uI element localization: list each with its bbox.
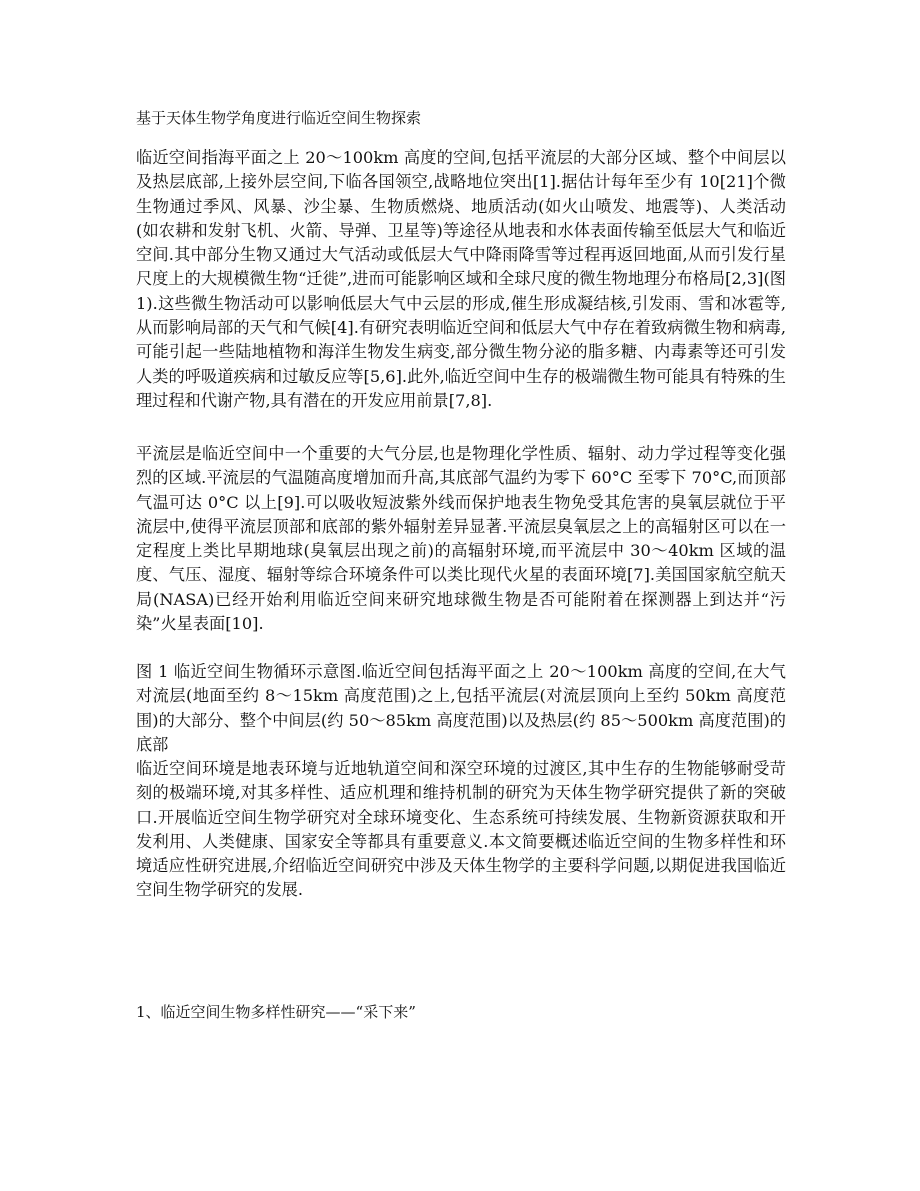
document-title: 基于天体生物学角度进行临近空间生物探索 <box>136 109 422 127</box>
paragraph-near-space-intro: 临近空间指海平面之上 20～100km 高度的空间,包括平流层的大部分区域、整个中间层以及热层底部,上接外层空间,下临各国领空,战略地位突出[1].据估计每年至少有 10[21]个微生物通过季风、风暴、沙尘暴、生物质燃烧、地质活动(如火山喷发、地震等)、人类活动(如农耕和发射飞机、火箭、导弹、卫星等)等途径从地表和水体表面传输至低层大气和临近空间.其中部分生物又通过大气活动或低层大气中降雨降雪等过程再返回地面,从而引发行星尺度上的大规模微生物“迁徙”,进而可能影响区域和全球尺度的微生物地理分布格局[2,3](图 1).这些微生物活动可以影响低层大气中云层的形成,催生形成凝结核,引发雨、雪和冰雹等,从而影响局部的天气和气候[4].有研究表明临近空间和低层大气中存在着致病微生物和病毒,可能引起一些陆地植物和海洋生物发生病变,部分微生物分泌的脂多糖、内毒素等还可引发人类的呼吸道疾病和过敏反应等[5,6].此外,临近空间中生存的极端微生物可能具有特殊的生理过程和代谢产物,具有潜在的开发应用前景[7,8]. <box>136 148 786 410</box>
paragraph-stratosphere: 平流层是临近空间中一个重要的大气分层,也是物理化学性质、辐射、动力学过程等变化强烈的区域.平流层的气温随高度增加而升高,其底部气温约为零下 60°C 至零下 70°C,而顶部气温可达 0°C 以上[9].可以吸收短波紫外线而保护地表生物免受其危害的臭氧层就位于平流层中,使得平流层顶部和底部的紫外辐射差异显著.平流层臭氧层之上的高辐射区可以在一定程度上类比早期地球(臭氧层出现之前)的高辐射环境,而平流层中 30～40km 区域的温度、气压、湿度、辐射等综合环境条件可以类比现代火星的表面环境[7].美国国家航空航天局(NASA)已经开始利用临近空间来研究地球微生物是否可能附着在探测器上到达并“污染”火星表面[10]. <box>136 444 786 634</box>
figure-1-caption: 图 1 临近空间生物循环示意图.临近空间包括海平面之上 20～100km 高度的空间,在大气对流层(地面至约 8～15km 高度范围)之上,包括平流层(对流层顶向上至约 50km 高度范围)的大部分、整个中间层(约 50～85km 高度范围)以及热层(约 85～500km 高度范围)的底部 <box>136 662 786 754</box>
section-heading-1: 1、临近空间生物多样性研究——“采下来” <box>136 1003 416 1021</box>
paragraph-transition-zone: 临近空间环境是地表环境与近地轨道空间和深空环境的过渡区,其中生存的生物能够耐受苛刻的极端环境,对其多样性、适应机理和维持机制的研究为天体生物学研究提供了新的突破口.开展临近空间生物学研究对全球环境变化、生态系统可持续发展、生物新资源获取和开发利用、人类健康、国家安全等都具有重要意义.本文简要概述临近空间的生物多样性和环境适应性研究进展,介绍临近空间研究中涉及天体生物学的主要科学问题,以期促进我国临近空间生物学研究的发展. <box>136 759 786 900</box>
